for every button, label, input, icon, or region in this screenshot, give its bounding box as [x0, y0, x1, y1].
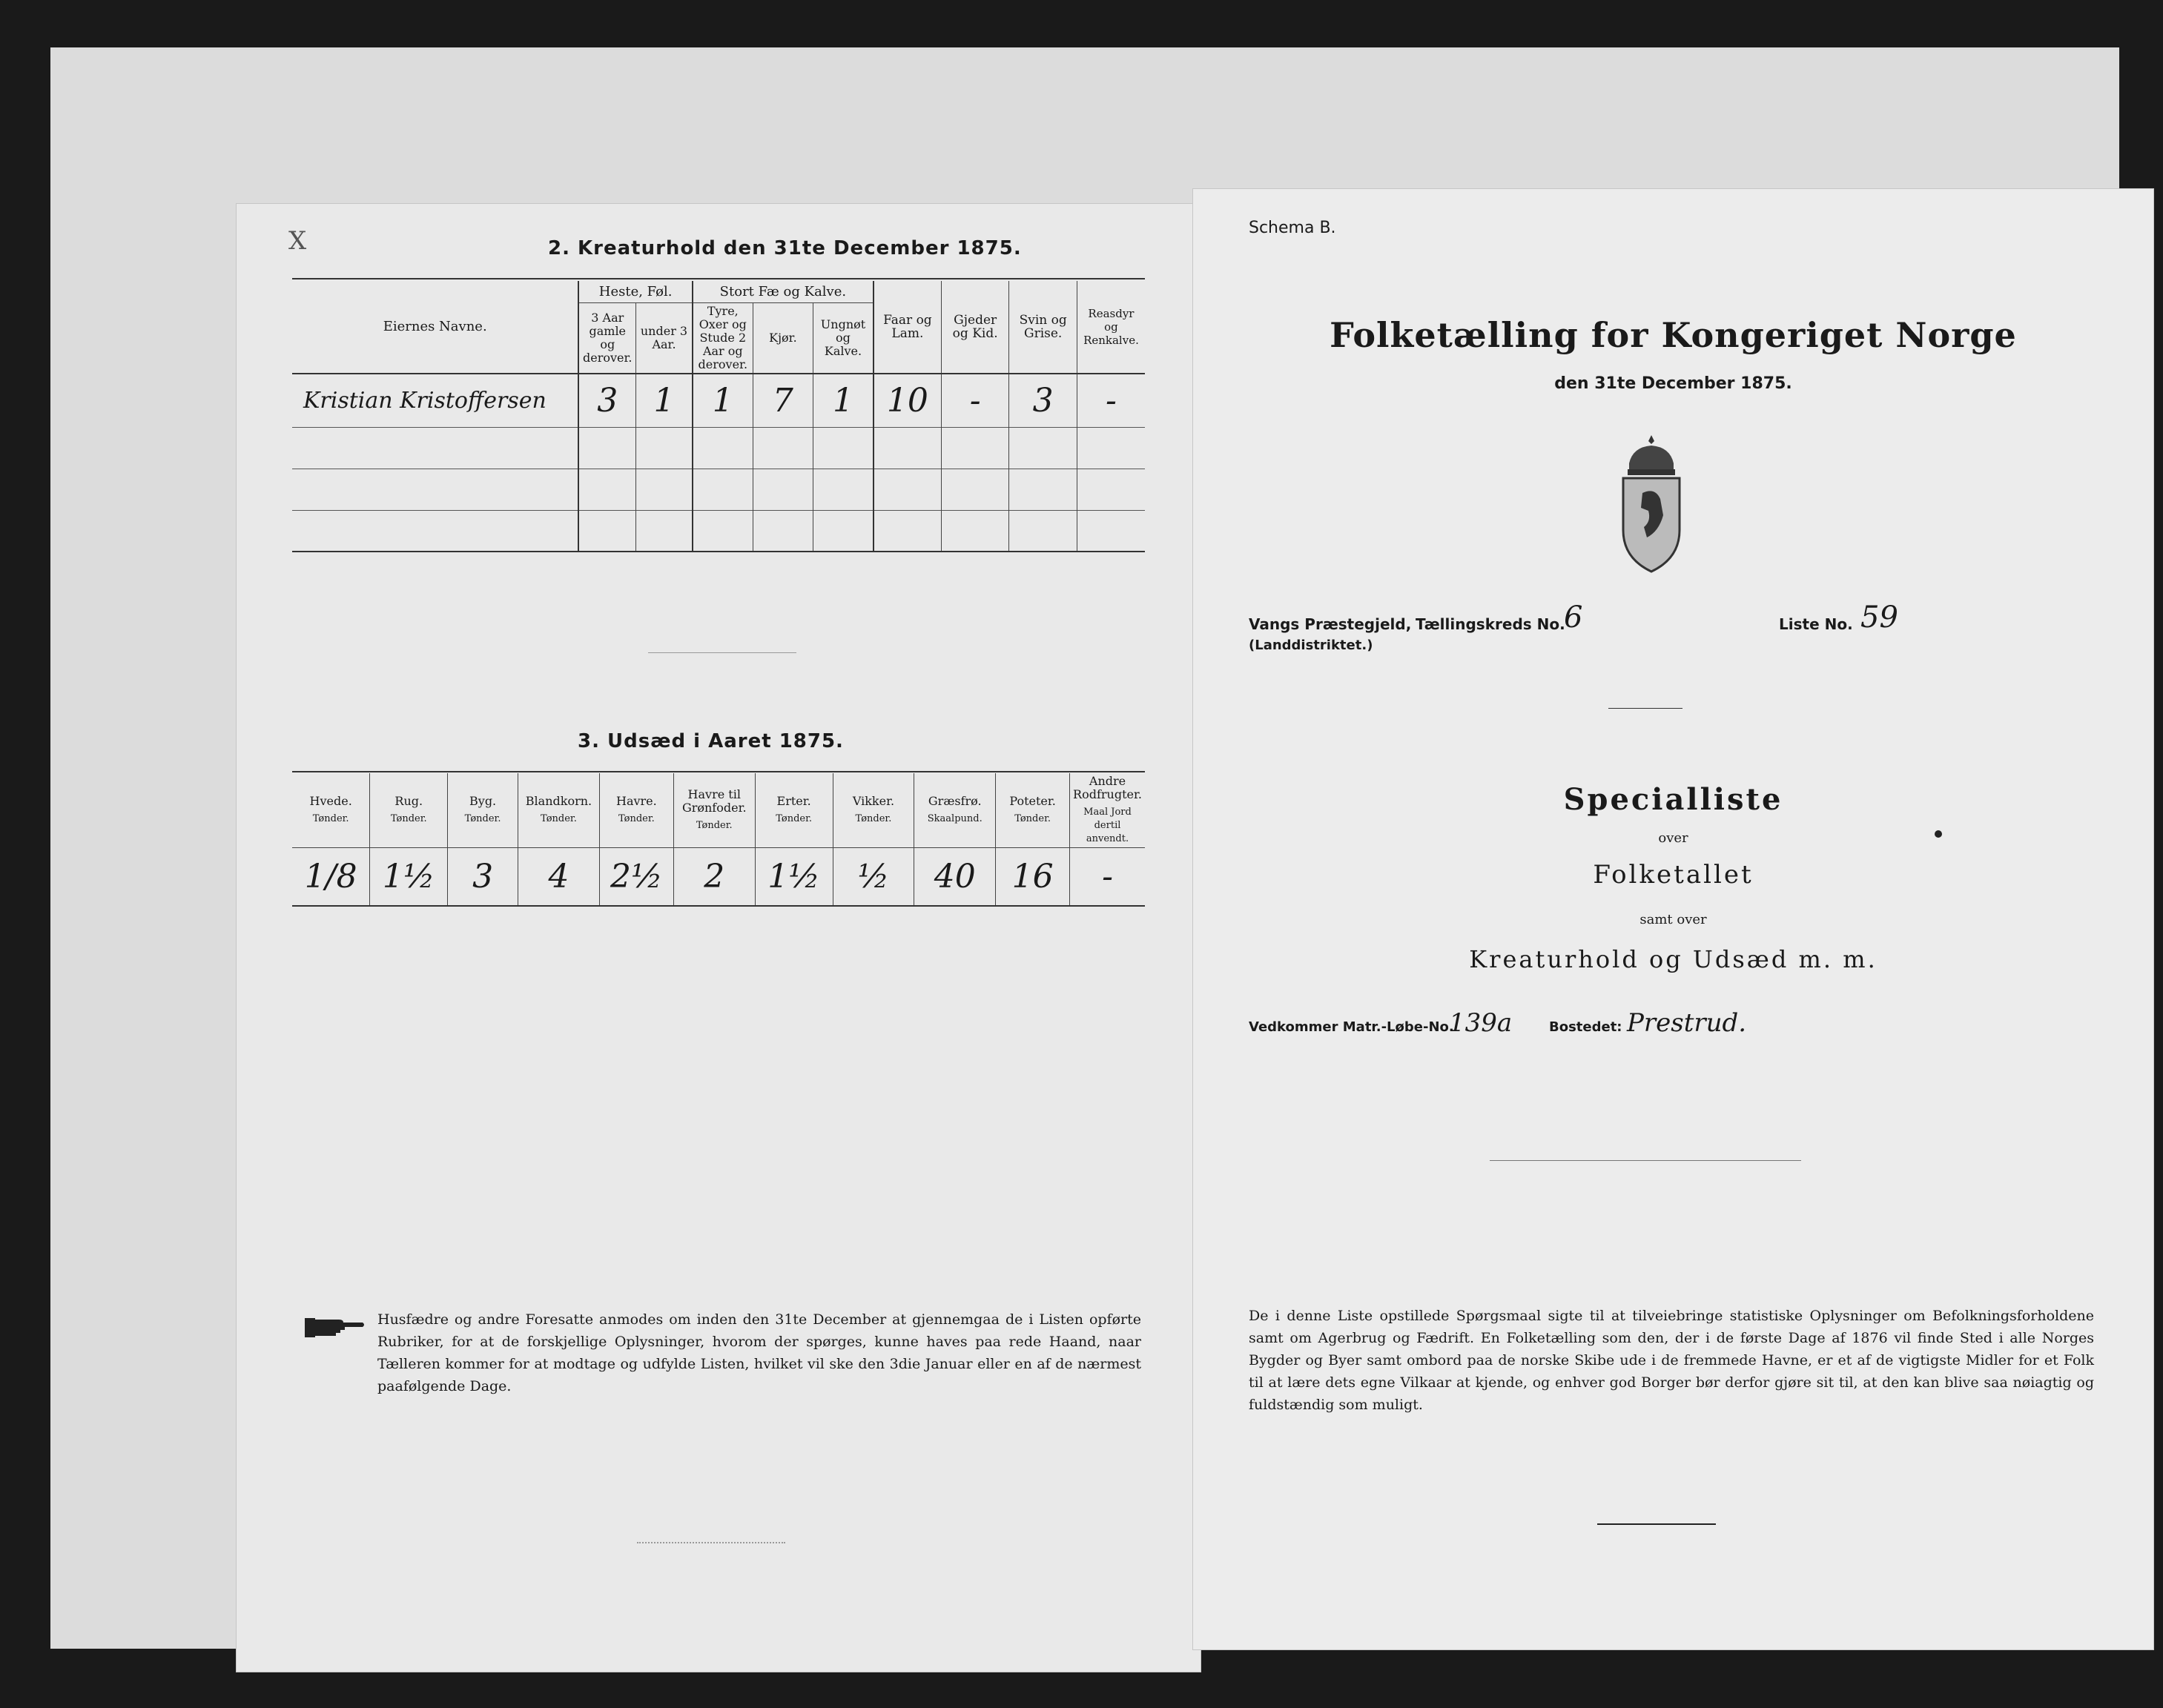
- sowing-header-unit: Tønder.: [855, 813, 892, 824]
- sowing-header-name: Havre til Grønfoder.: [681, 787, 747, 815]
- table-row: [292, 469, 1145, 510]
- sowing-header: [448, 773, 518, 848]
- cell-pigs: 3: [1009, 374, 1077, 427]
- folketallet-label: Folketallet: [1593, 860, 1754, 890]
- sowing-value: -: [1102, 857, 1113, 896]
- coat-of-arms-icon: [1614, 434, 1688, 575]
- table-row: [292, 848, 1145, 906]
- sowing-header-name: Erter.: [776, 794, 811, 808]
- cell-horses-under3: 1: [636, 374, 693, 427]
- census-district-label: Tællingskreds No.: [1416, 615, 1565, 633]
- bosted-label: Bostedet:: [1549, 1019, 1622, 1035]
- kreaturhold-label: Kreaturhold og Udsæd m. m.: [1469, 945, 1878, 973]
- special-title: Specialliste: [1563, 782, 1783, 817]
- sowing-value: 40: [914, 848, 996, 906]
- parish-label: Vangs Præstegjeld,: [1249, 615, 1412, 633]
- separator: [1608, 708, 1682, 709]
- sowing-header-unit: Tønder.: [464, 813, 501, 824]
- sowing-header-name: Rug.: [394, 794, 423, 808]
- header-horses-under3: under 3 Aar.: [636, 303, 693, 374]
- owner-name: Kristian Kristoffersen: [292, 374, 578, 427]
- sowing-header-name: Græsfrø.: [928, 794, 982, 808]
- sowing-value: 4: [518, 848, 599, 906]
- householder-notice: Husfædre og andre Foresatte anmodes om inden den 31te December at gjennemgaa de i Listen opførte Rubriker, for at de forskjellige Oplysninger, hvorom der spørges, kunne haves paa rede Haand, naar Tælleren kommer for at modtage og udfylde Listen, hvilket vil ske den 3die Januar eller en af de nærmest paafølgende Dage.: [377, 1311, 1141, 1394]
- main-title: Folketælling for Kongeriget Norge: [1330, 315, 2017, 355]
- sowing-header: [518, 773, 599, 848]
- divider: [292, 278, 1145, 279]
- info-text: De i denne Liste opstillede Spørgsmaal sigte til at tilveiebringe statistiske Oplysninger om Befolkningsforholdene samt om Agerbrug og Fædrift. En Folketælling som den, der i de første Dage af 1876 vil finde Sted i alle Norges Bygder og Byer samt ombord paa de norske Skibe ude i de fremmede Havne, er et af de vigtigste Midler for et Folk til at lære dets egne Vilkaar at kjende, og enhver god Borger bør derfor gjøre sit til, at den kan blive saa nøiagtig og fuldstændig som muligt.: [1249, 1308, 2094, 1413]
- owner-name: [292, 510, 578, 552]
- sowing-header-unit: Tønder.: [696, 820, 733, 831]
- sowing-header-unit: Maal Jord dertil anvendt.: [1083, 807, 1132, 844]
- cell-bulls: 1: [693, 374, 753, 427]
- sowing-value: ½: [833, 848, 914, 906]
- cell-goats: -: [941, 374, 1009, 427]
- divider: [292, 771, 1145, 772]
- table-row: [292, 427, 1145, 469]
- sowing-header-unit: Tønder.: [390, 813, 427, 824]
- matr-value: 139a: [1449, 1008, 1513, 1038]
- header-cattle-young: Ungnøt og Kalve.: [813, 303, 874, 374]
- list-label: Liste No.: [1779, 615, 1853, 633]
- matr-label: Vedkommer Matr.-Løbe-No.: [1249, 1019, 1454, 1035]
- header-owner: Eiernes Navne.: [292, 281, 578, 374]
- sowing-header-name: Vikker.: [852, 794, 895, 808]
- ink-dot: [1935, 830, 1942, 838]
- sowing-header: [755, 773, 833, 848]
- date-line: den 31te December 1875.: [1554, 374, 1792, 393]
- sowing-header: [1070, 773, 1145, 848]
- header-cattle-bulls: Tyre, Oxer og Stude 2 Aar og derover.: [693, 303, 753, 374]
- header-horses: Heste, Føl.: [578, 281, 692, 303]
- sowing-value: 16: [996, 848, 1070, 906]
- separator: [1490, 1160, 1801, 1161]
- sowing-header-name: Havre.: [615, 794, 657, 808]
- sowing-value: 1½: [370, 848, 448, 906]
- left-page: [236, 203, 1201, 1672]
- sowing-value: 1/8: [292, 848, 370, 906]
- sowing-header: [370, 773, 448, 848]
- livestock-title: 2. Kreaturhold den 31te December 1875.: [548, 237, 1022, 259]
- sowing-table: [292, 773, 1145, 907]
- separator: [648, 652, 796, 653]
- sowing-value: 3: [448, 848, 518, 906]
- scanned-sheet: [50, 47, 2119, 1649]
- sowing-header-name: Hvede.: [309, 794, 352, 808]
- header-reindeer: Reasdyr og Renkalve.: [1083, 307, 1139, 347]
- census-district-value: 6: [1564, 600, 1583, 635]
- cell-reindeer: -: [1106, 381, 1117, 420]
- separator: [637, 1542, 785, 1543]
- header-goats: Gjeder og Kid.: [941, 281, 1009, 374]
- corner-mark: X: [288, 226, 307, 256]
- district-label: (Landdistriktet.): [1249, 638, 1373, 653]
- bosted-value: Prestrud.: [1627, 1008, 1747, 1038]
- table-row: [292, 510, 1145, 552]
- cell-sheep: 10: [874, 374, 942, 427]
- sowing-value: 2½: [599, 848, 673, 906]
- sowing-header-unit: Tønder.: [1014, 813, 1051, 824]
- sowing-header-name: Poteter.: [1009, 794, 1056, 808]
- sowing-header-unit: Tønder.: [541, 813, 577, 824]
- sowing-header-name: Andre Rodfrugter.: [1073, 774, 1142, 801]
- sowing-header-name: Blandkorn.: [525, 794, 592, 808]
- right-page: [1192, 188, 2154, 1650]
- schema-label: Schema B.: [1249, 219, 1336, 237]
- sowing-header: [292, 773, 370, 848]
- livestock-table: [292, 281, 1145, 552]
- sowing-header-unit: Tønder.: [312, 813, 349, 824]
- samt-over-label: samt over: [1639, 912, 1707, 927]
- sowing-header-unit: Tønder.: [618, 813, 655, 824]
- pointing-hand-icon: [303, 1312, 366, 1342]
- cell-young: 1: [813, 374, 874, 427]
- owner-name: [292, 469, 578, 510]
- sowing-value: 1½: [755, 848, 833, 906]
- table-row: [292, 374, 1145, 427]
- sowing-header-unit: Tønder.: [776, 813, 813, 824]
- sowing-header-unit: Skaalpund.: [927, 813, 983, 824]
- owner-name: [292, 427, 578, 469]
- over-label: over: [1658, 830, 1688, 846]
- header-cattle: Stort Fæ og Kalve.: [693, 281, 874, 303]
- sowing-header-name: Byg.: [469, 794, 497, 808]
- cell-cows: 7: [753, 374, 813, 427]
- sowing-value: 2: [673, 848, 755, 906]
- sowing-header: [996, 773, 1070, 848]
- list-value: 59: [1860, 600, 1898, 635]
- sowing-title: 3. Udsæd i Aaret 1875.: [578, 730, 844, 752]
- sowing-header: [833, 773, 914, 848]
- sowing-header: [673, 773, 755, 848]
- cell-horses-3plus: 3: [578, 374, 635, 427]
- header-horses-3plus: 3 Aar gamle og derover.: [578, 303, 635, 374]
- header-cattle-cows: Kjør.: [753, 303, 813, 374]
- sowing-header: [914, 773, 996, 848]
- separator: [1597, 1523, 1716, 1525]
- header-sheep: Faar og Lam.: [874, 281, 942, 374]
- header-pigs: Svin og Grise.: [1009, 281, 1077, 374]
- sowing-header: [599, 773, 673, 848]
